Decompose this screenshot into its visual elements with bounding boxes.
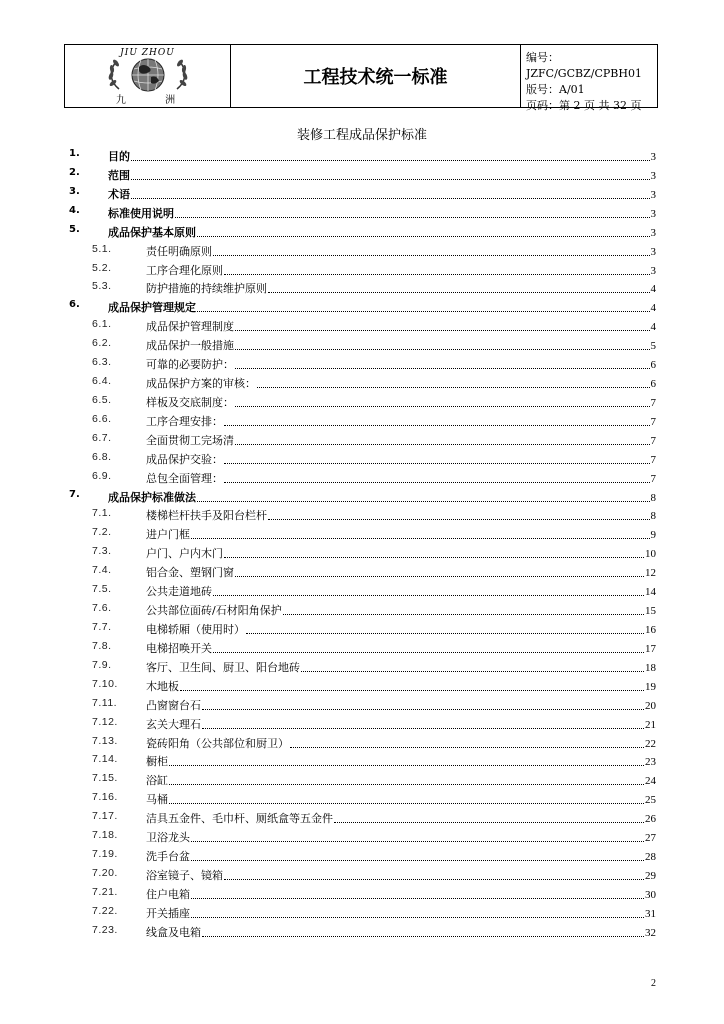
toc-entry-line: [146, 241, 656, 259]
toc-entry-title: 橱柜: [146, 755, 168, 769]
toc-entry-line: [146, 770, 656, 788]
toc-entry-number: 7.8.: [92, 639, 112, 652]
toc-entry-title: 瓷砖阳角（公共部位和厨卫）: [146, 736, 289, 750]
toc-entry-title: 成品保护一般措施: [146, 339, 234, 353]
toc-entry-number: 7.14.: [92, 753, 118, 766]
header-info: [521, 45, 657, 112]
toc-entry-page: 7: [650, 396, 656, 409]
toc-entry-title: 工序合理化原则: [146, 263, 223, 277]
toc-entry-line: [146, 543, 656, 561]
toc-dot-leader: [131, 198, 650, 199]
toc-entry-title: 成品保护管理规定: [108, 301, 196, 315]
toc-dot-leader: [235, 368, 650, 369]
globe-laurel-icon: [103, 55, 193, 95]
toc-dot-leader: [224, 879, 644, 880]
toc-dot-leader: [131, 160, 650, 161]
toc-entry-page: 7: [650, 434, 656, 447]
toc-entry: [0, 657, 724, 675]
toc-entry-line: [146, 865, 656, 883]
toc-entry-page: 8: [650, 491, 656, 504]
toc-entry: [0, 619, 724, 637]
toc-entry-line: [146, 884, 656, 902]
toc-entry-title: 成品保护方案的审核：: [146, 377, 256, 391]
toc-entry: [0, 695, 724, 713]
toc-entry: [0, 638, 724, 656]
toc-entry-title: 客厅、卫生间、厨卫、阳台地砖: [146, 660, 300, 674]
toc-entry-page: 3: [650, 245, 656, 258]
toc-entry-number: 6.8.: [92, 450, 112, 463]
toc-entry-title: 防护措施的持续维护原则: [146, 282, 267, 296]
toc-entry-number: 6.2.: [92, 337, 112, 350]
toc-entry-title: 责任明确原则: [146, 244, 212, 258]
toc-entry-page: 19: [645, 680, 656, 693]
toc-entry-title: 马桶: [146, 793, 168, 807]
toc-entry-line: [146, 600, 656, 618]
toc-entry-number: 6.1.: [92, 318, 112, 331]
toc-entry-line: [146, 903, 656, 921]
toc-entry: [0, 543, 724, 561]
toc-dot-leader: [169, 765, 644, 766]
toc-entry-line: [108, 146, 656, 164]
toc-entry-page: 5: [650, 340, 656, 353]
toc-dot-leader: [235, 576, 644, 577]
toc-dot-leader: [191, 917, 644, 918]
toc-entry-number: 7.7.: [92, 621, 112, 633]
toc-entry-page: 32: [645, 926, 656, 939]
toc-dot-leader: [197, 501, 650, 502]
toc-entry-title: 洗手台盆: [146, 850, 190, 864]
toc-entry-page: 3: [650, 151, 656, 163]
toc-entry-page: 10: [645, 548, 656, 561]
toc-entry-title: 术语: [108, 187, 130, 201]
toc-entry-line: [146, 354, 656, 372]
toc-entry-line: [146, 335, 656, 353]
toc-entry: [0, 487, 724, 505]
toc-entry-line: [146, 695, 656, 713]
toc-entry-line: [146, 430, 656, 448]
toc-entry-number: 6.3.: [92, 356, 112, 369]
toc-entry-title: 进户门框: [146, 528, 190, 542]
toc-entry: [0, 430, 724, 448]
toc-entry-title: 浴缸: [146, 774, 168, 788]
toc-dot-leader: [213, 255, 650, 256]
toc-entry: [0, 146, 724, 164]
toc-entry-page: 7: [650, 453, 656, 466]
doc-code: 编号：JZFC/GCBZ/CPBH01: [526, 51, 642, 80]
toc-entry-title: 成品保护管理制度: [146, 320, 234, 334]
toc-entry-line: [146, 392, 656, 410]
toc-entry: [0, 884, 724, 902]
toc-entry-line: [146, 468, 656, 486]
toc-entry-line: [146, 619, 656, 637]
toc-entry-line: [146, 373, 656, 391]
toc-entry-title: 卫浴龙头: [146, 831, 190, 845]
toc-entry-line: [146, 505, 656, 523]
toc-entry-page: 31: [645, 907, 656, 920]
toc-entry: [0, 733, 724, 751]
toc-entry-page: 17: [645, 642, 656, 655]
toc-dot-leader: [202, 709, 644, 710]
toc-dot-leader: [180, 690, 644, 691]
toc-dot-leader: [235, 406, 650, 407]
toc-entry-page: 30: [645, 888, 656, 901]
toc-entry-title: 开关插座: [146, 906, 190, 920]
toc-entry: [0, 241, 724, 259]
toc-entry-title: 目的: [108, 150, 130, 163]
toc-entry-number: 7.4.: [92, 564, 112, 577]
toc-entry: [0, 354, 724, 372]
toc-entry-title: 范围: [108, 168, 130, 182]
toc-entry: [0, 922, 724, 940]
logo-top-text: JIU ZHOU: [120, 48, 175, 58]
toc-entry-page: 7: [650, 415, 656, 428]
toc-entry-number: 7.21.: [92, 885, 118, 898]
toc-entry-page: 20: [645, 699, 656, 712]
logo: [65, 45, 231, 107]
toc-entry-page: 23: [645, 756, 656, 769]
toc-entry-title: 全面贯彻工完场清: [146, 433, 234, 447]
toc-entry-number: 5.: [69, 223, 80, 235]
page-number: 2: [651, 978, 656, 989]
toc-entry-title: 总包全面管理：: [146, 471, 223, 485]
document-header: [64, 44, 658, 112]
toc-entry-page: 4: [650, 302, 656, 315]
toc-entry-page: 6: [650, 378, 656, 391]
toc-entry-line: [146, 733, 656, 751]
toc-entry-line: [108, 203, 656, 221]
toc-entry-page: 3: [650, 264, 656, 277]
toc-entry-number: 7.5.: [92, 583, 112, 596]
toc-entry: [0, 581, 724, 599]
toc-entry: [0, 676, 724, 694]
toc-entry: [0, 600, 724, 618]
toc-entry-title: 公共走道地砖: [146, 585, 212, 599]
toc-entry-title: 可靠的必要防护：: [146, 358, 234, 372]
toc-dot-leader: [301, 671, 644, 672]
toc-entry-page: 22: [645, 737, 656, 750]
toc-entry-number: 7.18.: [92, 829, 118, 842]
header-title: 工程技术统一标准: [231, 45, 521, 107]
toc-dot-leader: [290, 747, 644, 748]
toc-entry-number: 7.12.: [92, 715, 118, 728]
toc-entry: [0, 335, 724, 353]
toc-entry-number: 7.: [69, 488, 80, 500]
toc-entry: [0, 392, 724, 410]
toc-entry: [0, 505, 724, 523]
toc-entry-line: [146, 581, 656, 599]
toc-entry-line: [146, 846, 656, 864]
toc-dot-leader: [202, 728, 644, 729]
toc-entry-title: 样板及交底制度：: [146, 395, 234, 409]
logo-bottom-text: 九 洲: [115, 95, 194, 106]
toc-entry-page: 9: [650, 529, 656, 542]
toc-entry-number: 6.4.: [92, 375, 112, 388]
toc-dot-leader: [191, 538, 650, 539]
toc-dot-leader: [191, 898, 644, 899]
toc-entry-title: 楼梯栏杆扶手及阳台栏杆: [146, 509, 267, 523]
toc-dot-leader: [235, 349, 650, 350]
toc-entry-line: [146, 657, 656, 675]
toc-entry-line: [146, 638, 656, 656]
toc-entry-title: 洁具五金件、毛巾杆、厕纸盒等五金件: [146, 812, 333, 826]
toc-entry-title: 标准使用说明: [108, 206, 174, 220]
toc-entry: [0, 278, 724, 296]
toc-entry-number: 6.9.: [92, 469, 112, 482]
toc-dot-leader: [224, 425, 650, 426]
toc-entry-line: [146, 751, 656, 769]
toc-entry-line: [146, 808, 656, 826]
toc-entry-title: 成品保护基本原则: [108, 225, 196, 239]
toc-dot-leader: [268, 519, 650, 520]
toc-entry-number: 4.: [69, 204, 80, 216]
toc-entry-page: 3: [650, 226, 656, 239]
toc-entry: [0, 222, 724, 240]
toc-dot-leader: [224, 482, 650, 483]
toc-dot-leader: [202, 936, 644, 937]
doc-page-count: 页码：第 2 页 共 32 页: [526, 99, 642, 112]
toc-dot-leader: [191, 860, 644, 861]
toc-entry-page: 27: [645, 832, 656, 845]
toc-entry-line: [146, 316, 656, 334]
toc-entry-page: 6: [650, 359, 656, 372]
toc-entry-page: 24: [645, 775, 656, 788]
toc-entry-number: 5.2.: [92, 261, 112, 274]
toc-entry-title: 成品保护交验：: [146, 452, 223, 466]
toc-entry-line: [108, 297, 656, 315]
toc-entry-number: 7.2.: [92, 526, 112, 539]
toc-entry: [0, 865, 724, 883]
toc-entry-line: [146, 449, 656, 467]
toc-dot-leader: [224, 274, 650, 275]
toc-entry-page: 4: [650, 283, 656, 296]
toc-dot-leader: [235, 330, 650, 331]
toc-entry-number: 2.: [69, 166, 80, 178]
toc-entry-page: 12: [645, 567, 656, 580]
toc-entry-number: 7.11.: [92, 696, 118, 709]
toc-entry: [0, 808, 724, 826]
toc-dot-leader: [197, 236, 650, 237]
toc-dot-leader: [268, 292, 650, 293]
toc-entry-line: [146, 524, 656, 542]
toc-entry: [0, 316, 724, 334]
toc-entry-page: 28: [645, 851, 656, 864]
toc-entry-number: 7.10.: [92, 677, 118, 690]
toc-entry-number: 5.1.: [92, 242, 112, 255]
toc-entry-page: 18: [645, 661, 656, 674]
document-title: 装修工程成品保护标准: [296, 128, 427, 143]
toc-entry-title: 线盒及电箱: [146, 925, 201, 939]
toc-dot-leader: [191, 841, 644, 842]
toc-entry-number: 7.20.: [92, 866, 118, 879]
toc-entry-line: [146, 411, 656, 429]
toc-dot-leader: [257, 387, 650, 388]
toc-entry: [0, 524, 724, 542]
toc-entry: [0, 468, 724, 486]
toc-entry-title: 电梯轿厢（使用时）: [146, 623, 245, 636]
toc-entry: [0, 903, 724, 921]
toc-dot-leader: [175, 217, 650, 218]
toc-entry-page: 29: [645, 869, 656, 882]
toc-entry-page: 3: [650, 169, 656, 182]
toc-entry-line: [146, 827, 656, 845]
toc-entry: [0, 203, 724, 221]
toc-entry-page: 3: [650, 207, 656, 220]
toc-entry-number: 6.7.: [92, 431, 112, 444]
toc-entry-title: 公共部位面砖/石材阳角保护: [146, 604, 282, 618]
toc-entry-line: [146, 676, 656, 694]
toc-entry: [0, 297, 724, 315]
toc-entry-number: 7.3.: [92, 545, 112, 558]
toc-entry-number: 6.6.: [92, 412, 112, 425]
toc-entry-page: 14: [645, 586, 656, 599]
toc-entry: [0, 827, 724, 845]
toc-entry: [0, 770, 724, 788]
toc-entry-number: 3.: [69, 185, 80, 197]
toc-entry-title: 成品保护标准做法: [108, 490, 196, 504]
toc-entry: [0, 260, 724, 278]
toc-entry-line: [146, 562, 656, 580]
toc-entry-line: [108, 222, 656, 240]
toc-entry-line: [146, 278, 656, 296]
toc-entry-number: 7.1.: [92, 507, 112, 520]
toc-entry-number: 7.22.: [92, 904, 118, 917]
toc-entry-number: 7.17.: [92, 810, 118, 823]
toc-entry-line: [108, 184, 656, 202]
toc-entry: [0, 562, 724, 580]
toc-entry-number: 6.5.: [92, 393, 112, 406]
toc-dot-leader: [197, 311, 650, 312]
toc-entry-line: [146, 260, 656, 278]
toc-entry-page: 8: [650, 510, 656, 523]
toc-entry-page: 21: [645, 718, 656, 731]
toc-entry-title: 电梯招唤开关: [146, 641, 212, 655]
toc-entry-page: 3: [650, 188, 656, 201]
toc-entry-page: 15: [645, 605, 656, 618]
toc-entry: [0, 165, 724, 183]
toc-entry: [0, 846, 724, 864]
doc-version: 版号：A/01: [526, 83, 585, 96]
toc-entry: [0, 714, 724, 732]
toc-entry-title: 户门、户内木门: [146, 547, 223, 561]
toc-entry-title: 凸窗窗台石: [146, 698, 201, 712]
toc-entry-line: [146, 922, 656, 940]
toc-dot-leader: [235, 444, 650, 445]
toc-dot-leader: [213, 652, 644, 653]
toc-dot-leader: [224, 463, 650, 464]
toc-entry-title: 工序合理安排：: [146, 414, 223, 428]
toc-dot-leader: [283, 614, 644, 615]
toc-entry-line: [146, 714, 656, 732]
toc-entry: [0, 449, 724, 467]
toc-entry-page: 7: [650, 472, 656, 485]
toc-entry-number: 5.3.: [92, 280, 112, 293]
toc-entry: [0, 751, 724, 769]
toc-entry-title: 木地板: [146, 679, 179, 693]
toc-entry-number: 1.: [69, 148, 80, 159]
toc-dot-leader: [224, 557, 644, 558]
toc-entry-page: 26: [645, 813, 656, 826]
toc-entry-title: 铝合金、塑钢门窗: [146, 566, 234, 580]
toc-entry-number: 7.13.: [92, 734, 118, 747]
toc-entry-title: 住户电箱: [146, 887, 190, 901]
toc-entry-title: 玄关大理石: [146, 717, 201, 731]
toc-entry-number: 7.16.: [92, 791, 118, 804]
toc-entry-number: 7.15.: [92, 772, 118, 785]
toc-entry: [0, 184, 724, 202]
toc-entry-number: 6.: [69, 299, 80, 311]
toc-entry: [0, 411, 724, 429]
toc-entry-line: [146, 789, 656, 807]
toc-entry-number: 7.9.: [92, 658, 112, 671]
toc-dot-leader: [246, 633, 644, 634]
toc-entry-title: 浴室镜子、镜箱: [146, 868, 223, 882]
toc-entry-page: 25: [645, 794, 656, 807]
toc-entry-number: 7.6.: [92, 602, 112, 615]
toc-entry-page: 4: [650, 321, 656, 334]
toc-entry-line: [108, 487, 656, 505]
toc-dot-leader: [334, 822, 644, 823]
toc-entry-number: 7.19.: [92, 848, 118, 861]
toc-dot-leader: [131, 179, 650, 180]
toc-dot-leader: [169, 784, 644, 785]
toc-entry-number: 7.23.: [92, 923, 118, 936]
toc-entry-line: [108, 165, 656, 183]
toc-dot-leader: [213, 595, 644, 596]
toc-entry: [0, 373, 724, 391]
toc-entry-page: 16: [645, 624, 656, 636]
toc-dot-leader: [169, 803, 644, 804]
toc-entry: [0, 789, 724, 807]
